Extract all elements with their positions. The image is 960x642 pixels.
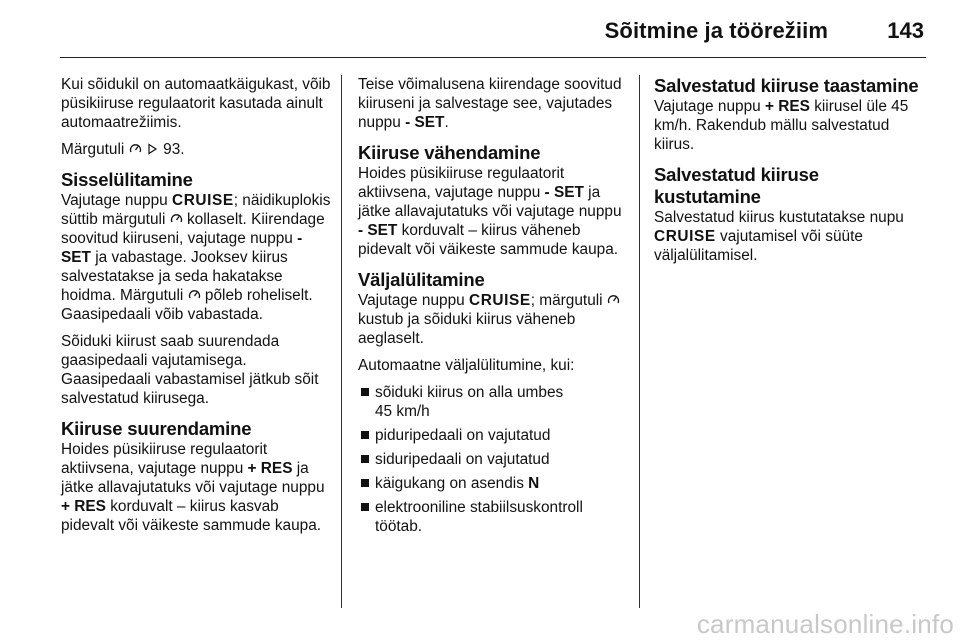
column-1 (61, 75, 333, 543)
heading-decrease-speed: Kiiruse vähendamine (358, 142, 541, 163)
res-button-label: + RES (61, 498, 106, 515)
set-button-label: - SET (405, 114, 445, 131)
column-divider-1 (341, 75, 342, 608)
column-3 (654, 75, 930, 273)
cruise-control-lamp-icon (607, 294, 620, 306)
page-number: 143 (887, 18, 924, 43)
intro-paragraph: Kui sõidukil on automaatkäigukast, võib püsikiiruse regulaatorit kasutada ainult automaatrežiimis. (61, 76, 331, 131)
gear-n-label: N (528, 475, 540, 492)
set-button-label: - SET (544, 184, 584, 201)
list-item: elektrooniline stabiilsuskontroll töötab. (358, 498, 630, 536)
watermark: carmanualsonline.info (696, 609, 954, 639)
switch-on-paragraph: Vajutage nuppu CRUISE; näidikuplokis süttib märgutuli kollaselt. Kiirendage soovitud kiiruseni, vajutage nuppu - SET ja vabastage. Jooksev kiirus salvestatakse ja seda hakatakse hoidma. Märgutuli põleb roheliselt. Gaasipedaali võib vabastada. (61, 192, 331, 323)
cruise-button-label: CRUISE (654, 228, 716, 245)
list-item: käigukang on asendis N (358, 474, 630, 493)
header-divider (60, 57, 926, 58)
res-button-label: + RES (764, 98, 810, 115)
switch-off-paragraph: Vajutage nuppu CRUISE; märgutuli kustub ja sõiduki kiirus väheneb aeglaselt. (358, 291, 630, 348)
heading-switch-off: Väljalülitamine (358, 269, 485, 290)
heading-switch-on: Sisselülitamine (61, 169, 193, 190)
cruise-button-label: CRUISE (171, 192, 234, 209)
cruise-button-label: CRUISE (468, 292, 531, 309)
res-button-label: + RES (247, 460, 293, 477)
cruise-control-lamp-icon (170, 213, 183, 225)
heading-clear-speed: Salvestatud kiiruse kustutamine (654, 164, 819, 207)
accelerate-paragraph: Sõiduki kiirust saab suurendada gaasipedaali vajutamisega. Gaasipedaali vabastamisel jätkub sõit salvestatud kiirusega. (61, 333, 319, 407)
set-button-label: - SET (61, 230, 303, 266)
list-item: sõiduki kiirus on alla umbes 45 km/h (358, 383, 630, 421)
clear-speed-paragraph: Salvestatud kiirus kustutatakse nupu CRUISE vajutamisel või süüte väljalülitamisel. (654, 209, 904, 264)
section-title: Sõitmine ja töörežiim (604, 18, 828, 43)
column-divider-2 (639, 75, 640, 608)
decrease-speed-paragraph: Hoides püsikiiruse regulaatorit aktiivsena, vajutage nuppu - SET ja jätke allavajutatuks või vajutage nuppu - SET korduvalt – kiirus väheneb pidevalt või väikeste sammude kaupa. (358, 165, 622, 258)
page-reference-arrow-icon (146, 143, 159, 155)
auto-off-list (358, 383, 630, 536)
heading-increase-speed: Kiiruse suurendamine (61, 418, 252, 439)
page-header (60, 0, 926, 56)
heading-restore-speed: Salvestatud kiiruse taastamine (654, 75, 919, 96)
list-item: piduripedaali on vajutatud (358, 426, 630, 445)
cruise-control-lamp-icon (188, 289, 201, 301)
increase-speed-paragraph: Hoides püsikiiruse regulaatorit aktiivsena, vajutage nuppu + RES ja jätke allavajutatuks või vajutage nuppu + RES korduvalt – kiirus kasvab pidevalt või väikeste sammude kaupa. (61, 441, 325, 534)
alternative-paragraph: Teise võimalusena kiirendage soovitud kiiruseni ja salvestage see, vajutades nuppu - SET. (358, 76, 622, 131)
list-item: siduripedaali on vajutatud (358, 450, 630, 469)
auto-off-intro: Automaatne väljalülitumine, kui: (358, 357, 575, 374)
column-2 (358, 75, 630, 544)
indicator-reference: Märgutuli 93. (61, 141, 185, 158)
restore-speed-paragraph: Vajutage nuppu + RES kiirusel üle 45 km/h. Rakendub mällu salvestatud kiirus. (654, 98, 909, 153)
cruise-control-lamp-icon (129, 143, 142, 155)
set-button-label: - SET (358, 222, 398, 239)
